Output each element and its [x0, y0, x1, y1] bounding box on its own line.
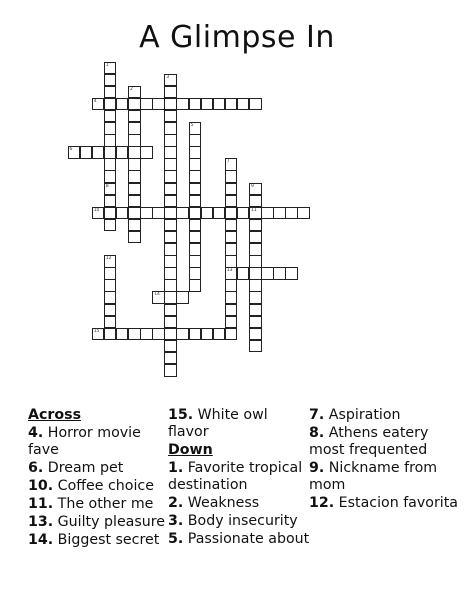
- grid-cell[interactable]: [225, 291, 238, 304]
- clue-number: 14: [154, 292, 160, 298]
- clue-number: 8: [105, 183, 109, 189]
- grid-cell[interactable]: [225, 170, 238, 183]
- clue-down-1: 1. Favorite tropical destination: [168, 460, 303, 493]
- grid-cell[interactable]: [176, 98, 189, 111]
- grid-cell[interactable]: [201, 98, 214, 111]
- grid-cell[interactable]: [189, 267, 202, 280]
- grid-cell[interactable]: [92, 146, 105, 159]
- grid-cell[interactable]: [261, 207, 274, 220]
- grid-cell[interactable]: [164, 134, 177, 147]
- grid-cell[interactable]: [104, 267, 117, 280]
- grid-cell[interactable]: [237, 267, 250, 280]
- grid-cell[interactable]: [152, 291, 165, 304]
- grid-cell[interactable]: [164, 279, 177, 292]
- grid-cell[interactable]: [164, 316, 177, 329]
- grid-cell[interactable]: [116, 146, 129, 159]
- down-heading: Down: [168, 442, 213, 458]
- grid-cell[interactable]: [104, 158, 117, 171]
- grid-cell[interactable]: [237, 98, 250, 111]
- grid-cell[interactable]: [225, 304, 238, 317]
- grid-cell[interactable]: [104, 195, 117, 208]
- grid-cell[interactable]: [104, 170, 117, 183]
- grid-cell[interactable]: [104, 62, 117, 75]
- grid-cell[interactable]: [104, 98, 117, 111]
- clue-down-9: 9. Nickname from mom: [309, 460, 438, 493]
- grid-cell[interactable]: [164, 146, 177, 159]
- grid-cell[interactable]: [249, 267, 262, 280]
- grid-cell[interactable]: [164, 352, 177, 365]
- clue-number: 6: [69, 147, 73, 153]
- grid-cell[interactable]: [189, 243, 202, 256]
- grid-cell[interactable]: [128, 98, 141, 111]
- clue-across-4: 4. Horror movie fave: [28, 425, 141, 458]
- grid-cell[interactable]: [128, 219, 141, 232]
- clue-down-12: 12. Estacion favorita: [309, 495, 458, 511]
- grid-cell[interactable]: [213, 328, 226, 341]
- across-heading: Across: [28, 407, 82, 423]
- grid-cell[interactable]: [128, 86, 141, 99]
- grid-cell[interactable]: [104, 110, 117, 123]
- grid-cell[interactable]: [164, 219, 177, 232]
- grid-cell[interactable]: [68, 146, 81, 159]
- grid-cell[interactable]: [225, 207, 238, 220]
- clues-column-2: [168, 407, 310, 549]
- grid-cell[interactable]: [164, 195, 177, 208]
- grid-cell[interactable]: [104, 146, 117, 159]
- grid-cell[interactable]: [128, 134, 141, 147]
- grid-cell[interactable]: [285, 267, 298, 280]
- grid-cell[interactable]: [189, 158, 202, 171]
- clue-across-11: 11. The other me: [28, 496, 154, 512]
- grid-cell[interactable]: [116, 207, 129, 220]
- grid-cell[interactable]: [249, 255, 262, 268]
- grid-cell[interactable]: [104, 219, 117, 232]
- grid-cell[interactable]: [249, 183, 262, 196]
- clue-number: 7: [226, 159, 230, 165]
- grid-cell[interactable]: [128, 183, 141, 196]
- grid-cell[interactable]: [164, 243, 177, 256]
- grid-cell[interactable]: [249, 316, 262, 329]
- grid-cell[interactable]: [189, 231, 202, 244]
- grid-cell[interactable]: [225, 195, 238, 208]
- grid-cell[interactable]: [249, 195, 262, 208]
- grid-cell[interactable]: [80, 146, 93, 159]
- clues-column-3: [309, 407, 459, 513]
- grid-cell[interactable]: [249, 231, 262, 244]
- grid-cell[interactable]: [189, 98, 202, 111]
- clue-across-15: 15. White owl flavor: [168, 407, 268, 440]
- grid-cell[interactable]: [297, 207, 310, 220]
- grid-cell[interactable]: [128, 158, 141, 171]
- grid-cell[interactable]: [213, 207, 226, 220]
- grid-cell[interactable]: [128, 170, 141, 183]
- grid-cell[interactable]: [189, 170, 202, 183]
- grid-cell[interactable]: [225, 328, 238, 341]
- clue-number: 1: [105, 62, 109, 68]
- grid-cell[interactable]: [189, 207, 202, 220]
- grid-cell[interactable]: [104, 183, 117, 196]
- grid-cell[interactable]: [164, 304, 177, 317]
- grid-cell[interactable]: [225, 219, 238, 232]
- grid-cell[interactable]: [189, 328, 202, 341]
- grid-cell[interactable]: [176, 207, 189, 220]
- grid-cell[interactable]: [225, 231, 238, 244]
- grid-cell[interactable]: [249, 98, 262, 111]
- grid-cell[interactable]: [189, 279, 202, 292]
- grid-cell[interactable]: [164, 267, 177, 280]
- grid-cell[interactable]: [285, 207, 298, 220]
- grid-cell[interactable]: [104, 207, 117, 220]
- clue-number: 12: [105, 256, 112, 262]
- grid-cell[interactable]: [152, 207, 165, 220]
- clue-number: 15: [93, 328, 100, 334]
- grid-cell[interactable]: [273, 267, 286, 280]
- grid-cell[interactable]: [273, 207, 286, 220]
- grid-cell[interactable]: [225, 98, 238, 111]
- grid-cell[interactable]: [225, 255, 238, 268]
- clue-down-7: 7. Aspiration: [309, 407, 401, 423]
- grid-cell[interactable]: [164, 255, 177, 268]
- grid-cell[interactable]: [164, 86, 177, 99]
- grid-cell[interactable]: [104, 316, 117, 329]
- grid-cell[interactable]: [237, 207, 250, 220]
- grid-cell[interactable]: [128, 146, 141, 159]
- clue-down-3: 3. Body insecurity: [168, 513, 298, 529]
- grid-cell[interactable]: [225, 158, 238, 171]
- grid-cell[interactable]: [164, 74, 177, 87]
- grid-cell[interactable]: [128, 110, 141, 123]
- grid-cell[interactable]: [104, 255, 117, 268]
- clue-down-2: 2. Weakness: [168, 495, 260, 511]
- grid-cell[interactable]: [164, 98, 177, 111]
- grid-cell[interactable]: [201, 328, 214, 341]
- clue-number: 5: [190, 123, 194, 128]
- grid-cell[interactable]: [225, 267, 238, 280]
- grid-cell[interactable]: [92, 98, 105, 111]
- clue-number: 13: [226, 268, 233, 274]
- clue-across-13: 13. Guilty pleasure: [28, 514, 165, 530]
- grid-cell[interactable]: [225, 316, 238, 329]
- grid-cell[interactable]: [249, 328, 262, 341]
- grid-cell[interactable]: [92, 328, 105, 341]
- grid-cell[interactable]: [140, 98, 153, 111]
- grid-cell[interactable]: [164, 340, 177, 353]
- grid-cell[interactable]: [164, 183, 177, 196]
- grid-cell[interactable]: [164, 364, 177, 377]
- puzzle-title: A Glimpse In: [139, 20, 335, 55]
- grid-cell[interactable]: [261, 267, 274, 280]
- clue-number: 10: [93, 207, 100, 213]
- grid-cell[interactable]: [92, 207, 105, 220]
- grid-cell[interactable]: [176, 291, 189, 304]
- clue-across-14: 14. Biggest secret: [28, 532, 160, 548]
- grid-cell[interactable]: [116, 98, 129, 111]
- clue-number: 4: [93, 98, 97, 104]
- grid-cell[interactable]: [128, 195, 141, 208]
- grid-cell[interactable]: [249, 243, 262, 256]
- grid-cell[interactable]: [104, 291, 117, 304]
- grid-cell[interactable]: [128, 122, 141, 135]
- grid-cell[interactable]: [104, 74, 117, 87]
- grid-cell[interactable]: [189, 255, 202, 268]
- clue-across-6: 6. Dream pet: [28, 460, 124, 476]
- grid-cell[interactable]: [104, 134, 117, 147]
- grid-cell[interactable]: [104, 328, 117, 341]
- clue-number: 3: [166, 74, 170, 80]
- grid-cell[interactable]: [104, 279, 117, 292]
- grid-cell[interactable]: [140, 146, 153, 159]
- grid-cell[interactable]: [249, 304, 262, 317]
- grid-cell[interactable]: [164, 231, 177, 244]
- grid-cell[interactable]: [152, 328, 165, 341]
- grid-cell[interactable]: [249, 291, 262, 304]
- grid-cell[interactable]: [164, 328, 177, 341]
- grid-cell[interactable]: [225, 183, 238, 196]
- grid-cell[interactable]: [201, 207, 214, 220]
- grid-cell[interactable]: [189, 134, 202, 147]
- grid-cell[interactable]: [164, 158, 177, 171]
- grid-cell[interactable]: [128, 231, 141, 244]
- grid-cell[interactable]: [189, 219, 202, 232]
- clues-column-1: [28, 407, 168, 550]
- grid-cell[interactable]: [128, 328, 141, 341]
- clue-number: 2: [130, 86, 133, 92]
- clue-down-8: 8. Athens eatery most frequented: [309, 425, 429, 458]
- grid-cell[interactable]: [249, 340, 262, 353]
- grid-cell[interactable]: [152, 98, 165, 111]
- grid-cell[interactable]: [164, 110, 177, 123]
- clue-down-5: 5. Passionate about: [168, 531, 310, 547]
- grid-cell[interactable]: [249, 219, 262, 232]
- grid-cell[interactable]: [225, 243, 238, 256]
- grid-cell[interactable]: [249, 207, 262, 220]
- grid-cell[interactable]: [116, 328, 129, 341]
- grid-cell[interactable]: [164, 291, 177, 304]
- grid-cell[interactable]: [104, 304, 117, 317]
- clue-number: 11: [251, 207, 257, 213]
- grid-cell[interactable]: [225, 279, 238, 292]
- grid-cell[interactable]: [189, 195, 202, 208]
- grid-cell[interactable]: [164, 170, 177, 183]
- grid-cell[interactable]: [140, 328, 153, 341]
- grid-cell[interactable]: [104, 122, 117, 135]
- grid-cell[interactable]: [128, 207, 141, 220]
- grid-cell[interactable]: [189, 122, 202, 135]
- grid-cell[interactable]: [189, 146, 202, 159]
- grid-cell[interactable]: [140, 207, 153, 220]
- grid-cell[interactable]: [164, 122, 177, 135]
- clue-number: 9: [251, 183, 254, 189]
- grid-cell[interactable]: [104, 86, 117, 99]
- grid-cell[interactable]: [249, 279, 262, 292]
- grid-cell[interactable]: [164, 207, 177, 220]
- grid-cell[interactable]: [213, 98, 226, 111]
- clue-across-10: 10. Coffee choice: [28, 478, 154, 494]
- grid-cell[interactable]: [176, 328, 189, 341]
- grid-cell[interactable]: [189, 183, 202, 196]
